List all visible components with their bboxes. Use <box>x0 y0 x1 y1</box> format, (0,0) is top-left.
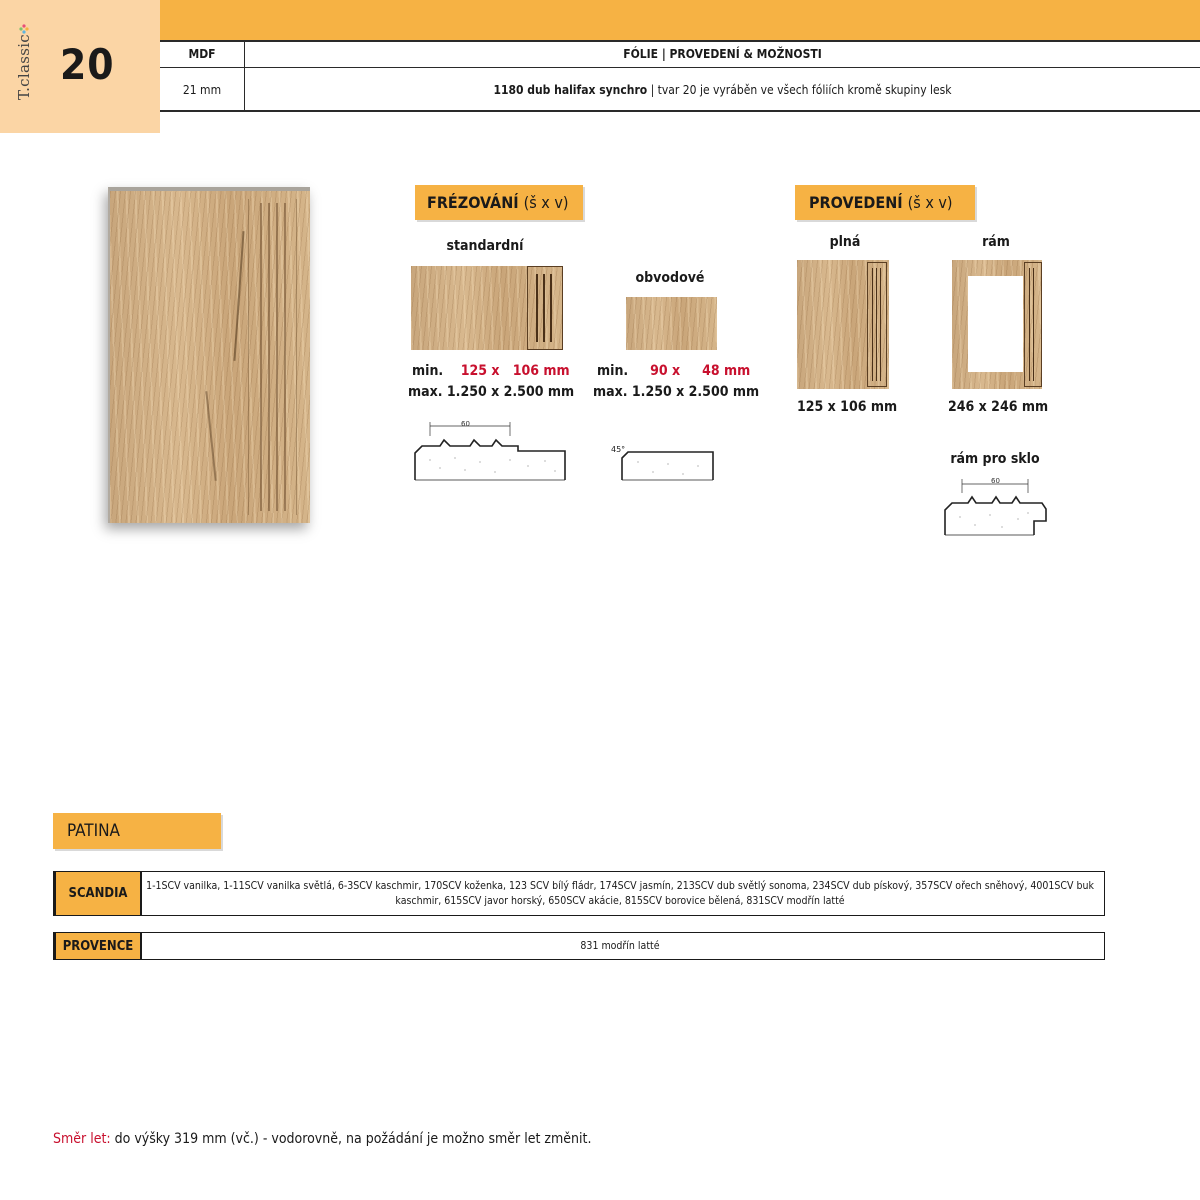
obvodove-min: min. 90 x 48 mm <box>597 363 751 379</box>
ram-sklo-profile-drawing <box>940 475 1055 541</box>
obvodove-profile-angle: 45° <box>611 445 626 454</box>
model-number: 20 <box>60 40 115 89</box>
obvodove-profile-drawing <box>608 440 720 484</box>
standard-max: max. 1.250 x 2.500 mm <box>408 384 575 400</box>
standard-min: min. 125 x 106 mm <box>412 363 570 379</box>
section-label-provedeni: PROVEDENÍ (š x v) <box>795 185 975 220</box>
patina-key: PROVENCE <box>56 933 142 959</box>
patina-value: 1-1SCV vanilka, 1-11SCV vanilka světlá, 6-3SCV kaschmir, 170SCV koženka, 123 SCV bílý fládr, 174SCV jasmín, 213SCV dub světlý sonoma, 234SCV dub pískový, 357SCV ořech sněhový, 4001SCV buk kaschmir, 615SCV javor horský, 650SCV akácie, 815SCV borovice bělená, 831SCV modřín latté <box>146 879 1094 907</box>
standard-swatch <box>411 266 563 350</box>
plna-label: plná <box>829 234 861 250</box>
obvodove-swatch <box>626 297 717 350</box>
thickness-value: 21 mm <box>182 83 222 97</box>
standard-label: standardní <box>446 238 524 254</box>
foil-value: 1180 dub halifax synchro | tvar 20 je vyráběn ve všech fóliích kromě skupiny lesk <box>493 83 952 97</box>
obvodove-label: obvodové <box>635 270 705 286</box>
section-label-patina: PATINA <box>53 813 221 849</box>
patina-value: 831 modřín latté <box>580 939 660 952</box>
header-table <box>160 40 1200 112</box>
brand-name: T.classic <box>15 34 33 101</box>
ram-swatch <box>952 260 1042 389</box>
obvodove-max: max. 1.250 x 2.500 mm <box>593 384 760 400</box>
ram-sklo-profile-dim: 60 <box>991 477 1000 485</box>
patina-row-provence <box>53 932 1105 960</box>
col-header-options: FÓLIE | PROVEDENÍ & MOŽNOSTI <box>623 47 822 61</box>
ram-dimension: 246 x 246 mm <box>948 399 1049 415</box>
standard-profile-drawing <box>410 418 570 484</box>
section-label-frezovani: FRÉZOVÁNÍ (š x v) <box>415 185 583 220</box>
header-bar <box>160 0 1200 40</box>
ram-label: rám <box>982 234 1010 250</box>
grain-direction-note: Směr let: do výšky 319 mm (vč.) - vodorovně, na požádání je možno směr let změnit. <box>53 1131 592 1147</box>
patina-row-scandia <box>53 871 1105 916</box>
ram-sklo-label: rám pro sklo <box>950 451 1040 467</box>
standard-profile-dim: 60 <box>461 420 470 428</box>
patina-key: SCANDIA <box>56 872 142 915</box>
brand-logo <box>12 20 36 120</box>
col-header-material: MDF <box>188 47 216 61</box>
plna-dimension: 125 x 106 mm <box>797 399 898 415</box>
plna-swatch <box>797 260 889 389</box>
door-product-image <box>108 187 310 523</box>
